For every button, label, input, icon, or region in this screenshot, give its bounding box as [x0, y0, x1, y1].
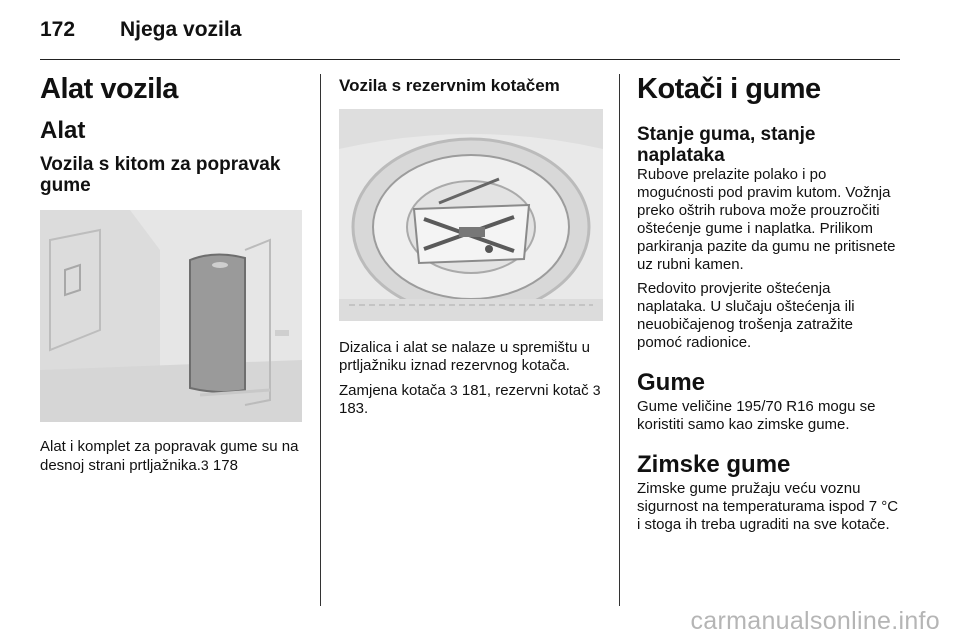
page-reference-icon: 3: [592, 382, 601, 398]
watermark: carmanualsonline.info: [690, 607, 940, 635]
column-3: [637, 72, 899, 540]
header-divider: [40, 59, 900, 60]
wheel-change-page: 181, rezervni kotač: [457, 382, 593, 399]
heading-gume: Gume: [637, 369, 706, 396]
paragraph-rim-check: Redovito provjerite oštećenja naplataka. U slučaju oštećenja ili neuobičajenog trošenja zatražite pomoć radionice.: [637, 280, 855, 351]
spare-wheel-page: 183.: [339, 400, 369, 417]
paragraph-wheel-change-refs: [339, 381, 605, 418]
chapter-title: Njega vozila: [120, 18, 242, 41]
caption-text: Alat i komplet za popravak gume su na desnoj strani prtljažnika.: [40, 438, 299, 474]
heading-spare-wheel-vehicles: Vozila s rezervnim kotačem: [339, 76, 560, 95]
column-divider-1: [320, 74, 321, 606]
page-header: [40, 18, 241, 48]
paragraph-winter-tyres: Zimske gume pružaju veću voznu sigurnost na temperaturama ispod 7 °C i stoga ih treba ugraditi na sve kotače.: [637, 480, 899, 533]
paragraph-jack-location: Dizalica i alat se nalaze u spremištu u prtljažniku iznad rezervnog kotača.: [339, 339, 590, 374]
section-title-kotaci-i-gume: Kotači i gume: [637, 73, 821, 105]
column-divider-2: [619, 74, 620, 606]
heading-kit-vehicles: Vozila s kitom za popravak gume: [40, 154, 281, 196]
wheel-change-text: Zamjena kotača: [339, 382, 450, 399]
spare-wheel-jack-illustration-icon: [339, 109, 603, 321]
heading-tyre-rim-condition: Stanje guma, stanje naplataka: [637, 124, 816, 166]
paragraph-tyre-size: Gume veličine 195/70 R16 mogu se koristiti samo kao zimske gume.: [637, 398, 876, 433]
paragraph-edges: Rubove prelazite polako i po mogućnosti pod pravim kutom. Vožnja preko oštrih rubova može prouzročiti oštećenje gume i naplatka. Prilikom parkiranja pazite da gumu ne pritisnete uz rubni kamen.: [637, 166, 896, 273]
subsection-title-alat: Alat: [40, 117, 86, 144]
trunk-side-panel-illustration-icon: [40, 210, 302, 422]
column-2: [339, 72, 605, 424]
section-title-alat-vozila: Alat vozila: [40, 73, 178, 105]
page-number: 172: [40, 18, 76, 41]
caption-kit-location: [40, 438, 302, 475]
heading-zimske-gume: Zimske gume: [637, 451, 791, 478]
column-1: [40, 72, 302, 481]
page-reference-icon: 3: [449, 382, 458, 398]
page-reference-icon: 3: [200, 457, 209, 473]
caption-xref-page: 178: [208, 457, 238, 474]
